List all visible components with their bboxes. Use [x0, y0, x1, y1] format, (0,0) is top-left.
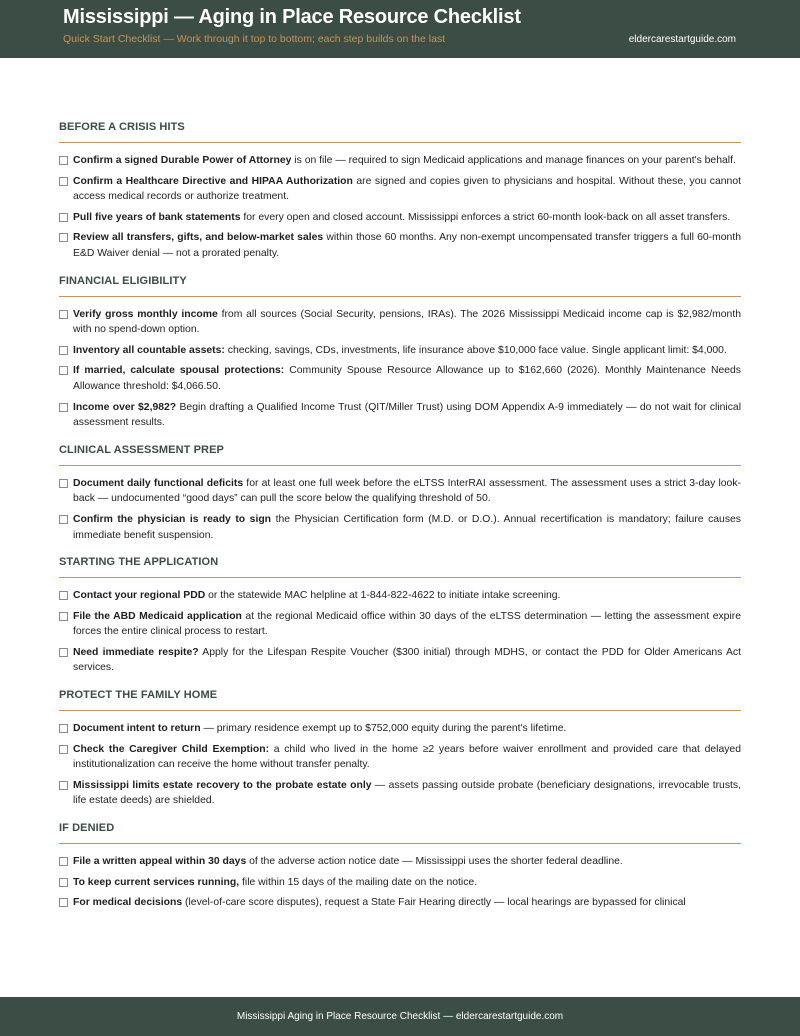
checkbox[interactable] [59, 156, 68, 165]
section-heading: IF DENIED [59, 822, 741, 844]
item-detail: from all sources (Social Security, pensions, IRAs). The 2026 Mississippi Medicaid income cap is $2,982/month with no spend-down option. [73, 308, 741, 336]
checklist-item [59, 512, 741, 543]
checklist-section [59, 689, 741, 809]
checklist-item [59, 400, 741, 431]
checklist-item [59, 854, 741, 870]
checkbox[interactable] [59, 515, 68, 524]
checklist-item [59, 363, 741, 394]
checklist-item [59, 343, 741, 359]
item-detail: Begin drafting a Qualified Income Trust (QIT/Miller Trust) using DOM Appendix A-9 immediately — do not wait for clinical assessment results. [73, 401, 741, 429]
checklist-item [59, 742, 741, 773]
checklist-item [59, 588, 741, 604]
checklist-item [59, 778, 741, 809]
checklist-item [59, 230, 741, 261]
checklist-item [59, 476, 741, 507]
item-detail: checking, savings, CDs, investments, life insurance above $10,000 face value. Single applicant limit: $4,000. [224, 344, 727, 356]
checklist-items [59, 721, 741, 809]
checkbox[interactable] [59, 591, 68, 600]
item-action: Verify gross monthly income [73, 308, 218, 320]
item-action: If married, calculate spousal protections: [73, 365, 285, 377]
checkbox[interactable] [59, 177, 68, 186]
section-heading: BEFORE A CRISIS HITS [59, 121, 741, 143]
checkbox[interactable] [59, 898, 68, 907]
checkbox[interactable] [59, 612, 68, 621]
site-link[interactable]: eldercarestartguide.com [628, 34, 736, 45]
checklist-item [59, 645, 741, 676]
checklist-item [59, 210, 741, 226]
checklist-section [59, 275, 741, 431]
item-detail: — primary residence exempt up to $752,000 equity during the parent's lifetime. [200, 723, 567, 735]
item-detail: file within 15 days of the mailing date on the notice. [239, 876, 478, 888]
checkbox[interactable] [59, 878, 68, 887]
item-action: Pull five years of bank statements [73, 211, 241, 223]
checklist-items [59, 307, 741, 431]
page-header [0, 0, 800, 58]
item-detail: Community Spouse Resource Allowance up to $162,660 (2026). Monthly Maintenance Needs Allowance threshold: $4,066.50. [73, 365, 741, 392]
item-action: Document intent to return [73, 723, 201, 735]
item-detail: are signed and copies given to physicians and hospital. Without these, you cannot access medical records or authorize treatment. [73, 175, 742, 203]
item-action: File a written appeal within 30 days [73, 856, 247, 868]
item-action: File the ABD Medicaid application [73, 610, 242, 622]
page-footer [0, 997, 800, 1036]
item-action: Confirm the physician is ready to sign [73, 513, 272, 525]
item-detail: at the regional Medicaid office within 30 days of the eLTSS determination — letting the assessment expire forces the entire clinical process to restart. [73, 610, 741, 638]
checkbox[interactable] [59, 310, 68, 319]
checkbox[interactable] [59, 857, 68, 866]
footer-text: Mississippi Aging in Place Resource Checklist — eldercarestartguide.com [236, 1011, 564, 1022]
checklist-item [59, 875, 741, 891]
item-detail: — assets passing outside probate (beneficiary designations, irrevocable trusts, life estate deeds) are shielded. [73, 779, 742, 807]
checkbox[interactable] [59, 781, 68, 790]
checkbox[interactable] [59, 403, 68, 412]
checklist-items [59, 476, 741, 543]
item-action: For medical decisions [73, 897, 183, 909]
checkbox[interactable] [59, 724, 68, 733]
checkbox[interactable] [59, 233, 68, 242]
item-detail: or the statewide MAC helpline at 1-844-822-4622 to initiate intake screening. [205, 590, 561, 602]
checklist-item [59, 153, 741, 169]
checkbox[interactable] [59, 366, 68, 375]
item-detail: (level-of-care score disputes), request a State Fair Hearing directly — local hearings are bypassed for clinical [182, 897, 686, 909]
checkbox[interactable] [59, 745, 68, 754]
item-action: To keep current services running, [73, 876, 240, 888]
item-action: Confirm a Healthcare Directive and HIPAA Authorization [73, 175, 353, 187]
section-heading: PROTECT THE FAMILY HOME [59, 689, 741, 711]
item-action: Contact your regional PDD [73, 590, 206, 602]
section-heading: CLINICAL ASSESSMENT PREP [59, 444, 741, 466]
checklist-section [59, 121, 741, 262]
checklist-section [59, 444, 741, 543]
checklist-section [59, 556, 741, 676]
checkbox[interactable] [59, 213, 68, 222]
checklist-item [59, 609, 741, 640]
item-action: Check the Caregiver Child Exemption: [73, 743, 270, 755]
item-detail: within those 60 months. Any non-exempt uncompensated transfer triggers a full 60-month E&D Waiver denial — not a prorated penalty. [73, 232, 741, 259]
item-action: Mississippi limits estate recovery to the probate estate only [73, 779, 372, 791]
page-subtitle: Quick Start Checklist — Work through it top to bottom; each step builds on the last [63, 33, 446, 45]
item-detail: Apply for the Lifespan Respite Voucher ($300 initial) through MDHS, or contact the PDD for Older Americans Act services. [73, 646, 741, 674]
item-action: Confirm a signed Durable Power of Attorney [73, 155, 292, 166]
checklist-item [59, 721, 741, 737]
checklist-item [59, 174, 741, 205]
section-heading: FINANCIAL ELIGIBILITY [59, 275, 741, 297]
item-detail: the Physician Certification form (M.D. or D.O.). Annual recertification is mandatory; failure causes immediate benefit suspension. [73, 513, 741, 541]
page-title: Mississippi — Aging in Place Resource Checklist [63, 6, 521, 28]
item-action: Review all transfers, gifts, and below-market sales [73, 232, 324, 244]
item-action: Income over $2,982? [73, 401, 177, 413]
checklist-items [59, 153, 741, 262]
item-detail: is on file — required to sign Medicaid applications and manage finances on your parent's behalf. [291, 155, 736, 166]
item-detail: a child who lived in the home ≥2 years before waiver enrollment and provided care that delayed institutionalization can receive the home without transfer penalty. [73, 743, 741, 771]
checklist-item [59, 307, 741, 338]
checkbox[interactable] [59, 479, 68, 488]
item-action: Inventory all countable assets: [73, 344, 225, 356]
checklist-content [59, 121, 741, 924]
checklist-item [59, 895, 741, 911]
checklist-items [59, 854, 741, 911]
item-detail: of the adverse action notice date — Mississippi uses the shorter federal deadline. [246, 856, 623, 868]
item-action: Document daily functional deficits [73, 477, 244, 489]
item-detail: for at least one full week before the eLTSS InterRAI assessment. The assessment uses a strict 3-day look-back — undocumented “good days” can pull the score below the qualifying threshold of 50. [73, 477, 741, 505]
item-detail: for every open and closed account. Mississippi enforces a strict 60-month look-back on all asset transfers. [240, 211, 731, 223]
checklist-items [59, 588, 741, 676]
item-action: Need immediate respite? [73, 646, 199, 658]
checkbox[interactable] [59, 346, 68, 355]
checklist-section [59, 822, 741, 911]
section-heading: STARTING THE APPLICATION [59, 556, 741, 578]
checkbox[interactable] [59, 648, 68, 657]
